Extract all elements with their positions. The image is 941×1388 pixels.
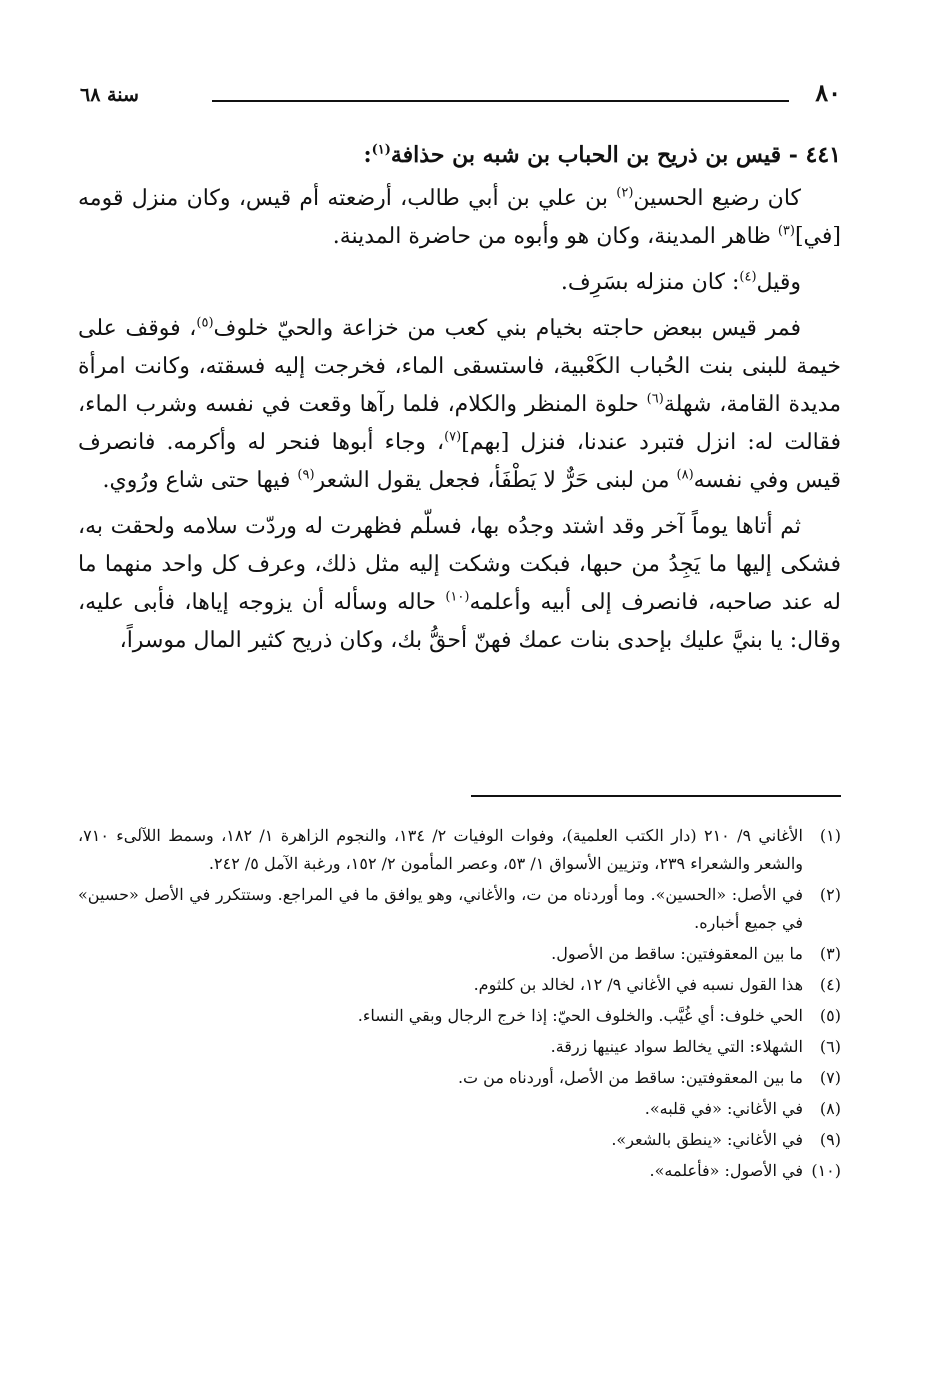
footnotes [78, 822, 841, 1188]
footnote-number: (٦) [819, 1037, 841, 1056]
footnote [78, 822, 841, 878]
footnote-text: الشهلاء: التي يخالط سواد عينيها زرقة. [550, 1037, 803, 1056]
paragraph-text: ظاهر المدينة، وكان هو وأبوه من حاضرة المدينة. [332, 224, 778, 249]
footnote-text: في الأصل: «الحسين». وما أوردناه من ت، والأغاني، وهو يوافق ما في المراجع. وستتكرر في الأصل «حسين» في جميع أخباره. [78, 885, 803, 932]
footnote [78, 881, 841, 937]
footnote-marker: (٣) [777, 223, 795, 239]
footnote [78, 1064, 841, 1092]
paragraph-text: ، فوقف على خيمة للبنى بنت الحُباب الكَعْبية، فاستسقى الماء، فخرجت إليه فسقته، وكانت امرأة مديدة القامة، شهلة [78, 316, 841, 417]
paragraph-text: من لبنى حَرٌّ لا يَطْفَأ، فجعل يقول الشعر [314, 468, 677, 493]
footnote [78, 1126, 841, 1154]
entry-title-note: (١) [371, 142, 391, 158]
paragraph [78, 264, 841, 302]
paragraph-text: حلوة المنظر والكلام، فلما رآها وقعت في نفسه وشرب الماء، فقالت له: انزل فتبرد عندنا، فنزل [بهم] [78, 392, 842, 455]
footnote-text: في الأغاني: «في قلبه». [644, 1099, 803, 1118]
footnote-text: في الأصول: «فأعلمه». [649, 1161, 803, 1180]
paragraph-text: : كان منزله بسَرِف. [560, 270, 740, 295]
paragraph-text: ، وجاء أبوها فنحر له وأكرمه. فانصرف قيس وفي نفسه [78, 430, 841, 493]
footnote-text: ما بين المعقوفتين: ساقط من الأصول. [551, 944, 803, 963]
paragraph-text: فيها حتى شاع ورُوي. [102, 468, 298, 493]
footnote-number: (٩) [819, 1130, 841, 1149]
page-header [80, 78, 841, 114]
paragraph [78, 180, 841, 256]
entry-title [78, 136, 841, 174]
footnote-marker: (٧) [444, 429, 462, 445]
footnote-rule [471, 795, 841, 797]
paragraph [78, 508, 841, 660]
footnote-number: (٤) [819, 975, 841, 994]
page-number: ٨٠ [815, 78, 841, 107]
footnote-number: (٥) [819, 1006, 841, 1025]
footnote-text: ما بين المعقوفتين: ساقط من الأصل، أوردناه من ت. [457, 1068, 803, 1087]
footnote-text: في الأغاني: «ينطق بالشعر». [611, 1130, 803, 1149]
paragraph [78, 310, 841, 500]
running-head: سنة ٦٨ [80, 84, 139, 106]
paragraph-text: وقيل [756, 270, 801, 295]
paragraph-text: حاله وسأله أن يزوجه إياها، فأبى عليه، وقال: يا بنيَّ عليك بإحدى بنات عمك فهنّ أحقُّ بك، وكان ذريح كثير المال موسراً، [78, 590, 841, 653]
footnote [78, 1157, 841, 1185]
footnote-number: (٢) [819, 885, 841, 904]
paragraph-text: بن علي بن أبي طالب، أرضعته أم قيس، وكان منزل قومه [في] [78, 186, 841, 249]
footnote-number: (٧) [819, 1068, 841, 1087]
footnote-number: (١٠) [811, 1161, 841, 1180]
entry-title-text: ٤٤١ - قيس بن ذريح بن الحباب بن شبه بن حذافة [390, 142, 841, 168]
footnote [78, 1095, 841, 1123]
footnote-marker: (٢) [616, 185, 634, 201]
paragraph-text: ثم أتاها يوماً آخر وقد اشتد وجدُه بها، فسلّم فظهرت له وردّت سلامه ولحقت به، فشكى إليها ما يَجِدُ من حبها، فبكت وشكت إليه مثل ذلك، وعرف كل واحد منهما ما له عند صاحبه، فانصرف إلى أبيه وأعلمه [78, 514, 842, 615]
footnote-marker: (٦) [646, 391, 664, 407]
footnote-marker: (٨) [676, 467, 694, 483]
footnote-text: الأغاني ٩/ ٢١٠ (دار الكتب العلمية)، وفوات الوفيات ٢/ ١٣٤، والنجوم الزاهرة ١/ ١٨٢، وسمط اللآلىء ٧١٠، والشعر والشعراء ٢٣٩، وتزيين الأسواق ١/ ٥٣، وعصر المأمون ٢/ ١٥٢، ورغبة الآمل ٥/ ٢٤٢. [78, 826, 804, 873]
footnote-number: (٣) [819, 944, 841, 963]
footnote-text: الحي خلوف: أي غُيَّب. والخلوف الحيّ: إذا خرج الرجال وبقي النساء. [357, 1006, 803, 1025]
footnote [78, 940, 841, 968]
paragraph-text: فمر قيس ببعض حاجته بخيام بني كعب من خزاعة والحيّ خلوف [213, 316, 801, 341]
footnote-marker: (٩) [297, 467, 315, 483]
footnote [78, 1033, 841, 1061]
header-rule [212, 100, 789, 102]
footnote-number: (٨) [819, 1099, 841, 1118]
footnote-number: (١) [819, 826, 841, 845]
footnote [78, 971, 841, 999]
entry-title-end: : [363, 142, 372, 168]
footnote [78, 1002, 841, 1030]
main-text [78, 136, 841, 668]
paragraphs [78, 180, 841, 660]
footnote-marker: (١٠) [445, 589, 470, 605]
paragraph-text: كان رضيع الحسين [633, 186, 802, 211]
footnote-marker: (٥) [196, 315, 214, 331]
footnote-marker: (٤) [739, 269, 757, 285]
footnote-text: هذا القول نسبه في الأغاني ٩/ ١٢، لخالد بن كلثوم. [473, 975, 803, 994]
